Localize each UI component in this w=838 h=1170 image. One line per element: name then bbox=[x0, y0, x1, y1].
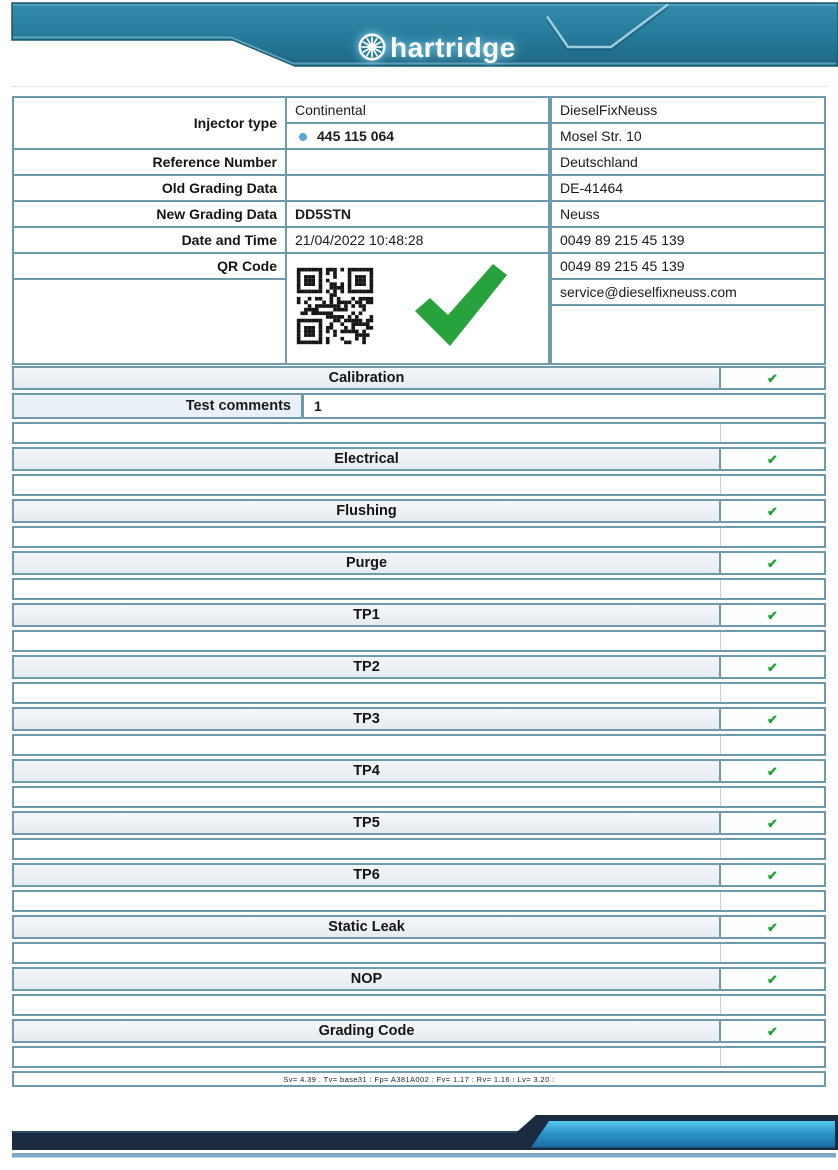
grading-parameters-note: Sv= 4.39 : Tv= base31 : Fp= A381A002 : Fv= 1.17 : Rv= 1.16 : Lv= 3.20 : bbox=[12, 1071, 826, 1087]
footer-banner bbox=[0, 1108, 838, 1170]
test-empty-divider bbox=[720, 528, 824, 546]
test-status-cell bbox=[720, 967, 826, 991]
company-country: Deutschland bbox=[551, 149, 825, 175]
turbine-wheel-icon bbox=[359, 34, 386, 61]
test-label: TP2 bbox=[12, 655, 720, 679]
new-grading-value: DD5STN bbox=[286, 201, 549, 227]
part-number-text: 445 115 064 bbox=[317, 128, 395, 144]
check-icon: ✔ bbox=[767, 555, 778, 571]
test-status-cell bbox=[720, 863, 826, 887]
reference-number-label: Reference Number bbox=[13, 149, 286, 175]
test-status-cell bbox=[720, 811, 826, 835]
test-row-static-leak bbox=[12, 915, 826, 939]
check-icon: ✔ bbox=[767, 711, 778, 727]
test-status-cell bbox=[720, 915, 826, 939]
test-row-grading-code bbox=[12, 1019, 826, 1043]
date-time-label: Date and Time bbox=[13, 227, 286, 253]
test-row-tp5 bbox=[12, 811, 826, 835]
test-comments-row bbox=[12, 393, 826, 419]
test-empty-row bbox=[12, 994, 826, 1016]
test-empty-divider bbox=[720, 424, 824, 442]
test-empty-row bbox=[12, 474, 826, 496]
test-row-calibration bbox=[12, 366, 826, 390]
company-phone-2: 0049 89 215 45 139 bbox=[551, 253, 825, 279]
test-row-tp4 bbox=[12, 759, 826, 783]
test-label: NOP bbox=[12, 967, 720, 991]
test-label: TP1 bbox=[12, 603, 720, 627]
spacer-cell bbox=[13, 279, 286, 364]
pass-check-icon bbox=[409, 262, 511, 350]
header-banner bbox=[0, 0, 838, 90]
injector-info-table bbox=[12, 96, 550, 365]
check-icon: ✔ bbox=[767, 763, 778, 779]
logo-text: hartridge bbox=[390, 32, 516, 63]
check-icon: ✔ bbox=[767, 971, 778, 987]
injector-type-label: Injector type bbox=[13, 97, 286, 149]
test-row-nop bbox=[12, 967, 826, 991]
company-postal-code: DE-41464 bbox=[551, 175, 825, 201]
test-row-tp6 bbox=[12, 863, 826, 887]
test-status-cell bbox=[720, 499, 826, 523]
test-status-cell bbox=[720, 707, 826, 731]
test-status-cell bbox=[720, 1019, 826, 1043]
test-empty-row bbox=[12, 890, 826, 912]
new-grading-label: New Grading Data bbox=[13, 201, 286, 227]
test-empty-divider bbox=[720, 736, 824, 754]
company-email: service@dieselfixneuss.com bbox=[551, 279, 825, 305]
check-icon: ✔ bbox=[767, 370, 778, 386]
test-status-cell bbox=[720, 655, 826, 679]
test-empty-row bbox=[12, 1046, 826, 1068]
test-empty-divider bbox=[720, 892, 824, 910]
check-icon: ✔ bbox=[767, 1023, 778, 1039]
test-comments-value: 1 bbox=[303, 393, 826, 419]
test-label: Calibration bbox=[12, 366, 720, 390]
test-empty-divider bbox=[720, 840, 824, 858]
old-grading-label: Old Grading Data bbox=[13, 175, 286, 201]
check-icon: ✔ bbox=[767, 867, 778, 883]
header-separator-line bbox=[10, 86, 828, 87]
test-row-electrical bbox=[12, 447, 826, 471]
test-empty-divider bbox=[720, 788, 824, 806]
company-city: Neuss bbox=[551, 201, 825, 227]
test-row-tp1 bbox=[12, 603, 826, 627]
test-empty-divider bbox=[720, 1048, 824, 1066]
test-results bbox=[12, 366, 826, 1087]
test-empty-row bbox=[12, 682, 826, 704]
test-label: TP3 bbox=[12, 707, 720, 731]
test-empty-row bbox=[12, 526, 826, 548]
reference-number-value bbox=[286, 149, 549, 175]
test-label: Purge bbox=[12, 551, 720, 575]
test-status-cell bbox=[720, 551, 826, 575]
test-empty-divider bbox=[720, 632, 824, 650]
test-row-flushing bbox=[12, 499, 826, 523]
check-icon: ✔ bbox=[767, 607, 778, 623]
test-label: Static Leak bbox=[12, 915, 720, 939]
qr-code-label: QR Code bbox=[13, 253, 286, 279]
test-empty-row bbox=[12, 630, 826, 652]
company-street: Mosel Str. 10 bbox=[551, 123, 825, 149]
check-icon: ✔ bbox=[767, 659, 778, 675]
test-row-purge bbox=[12, 551, 826, 575]
check-icon: ✔ bbox=[767, 503, 778, 519]
test-label: TP4 bbox=[12, 759, 720, 783]
test-row-tp3 bbox=[12, 707, 826, 731]
test-label: Flushing bbox=[12, 499, 720, 523]
company-name: DieselFixNeuss bbox=[551, 97, 825, 123]
test-empty-row bbox=[12, 578, 826, 600]
check-icon: ✔ bbox=[767, 919, 778, 935]
test-status-cell bbox=[720, 759, 826, 783]
check-icon: ✔ bbox=[767, 815, 778, 831]
test-empty-row bbox=[12, 734, 826, 756]
test-empty-divider bbox=[720, 684, 824, 702]
test-status-cell bbox=[720, 447, 826, 471]
company-info-table bbox=[550, 96, 826, 365]
qr-code bbox=[295, 266, 375, 346]
part-number-value bbox=[286, 123, 549, 149]
test-status-cell bbox=[720, 366, 826, 390]
manufacturer-value: Continental bbox=[286, 97, 549, 123]
qr-code-cell bbox=[286, 253, 549, 364]
test-label: TP6 bbox=[12, 863, 720, 887]
company-phone-1: 0049 89 215 45 139 bbox=[551, 227, 825, 253]
test-empty-divider bbox=[720, 580, 824, 598]
test-empty-row bbox=[12, 942, 826, 964]
test-empty-divider bbox=[720, 944, 824, 962]
test-label: Electrical bbox=[12, 447, 720, 471]
test-comments-label: Test comments bbox=[12, 393, 303, 419]
date-time-value: 21/04/2022 10:48:28 bbox=[286, 227, 549, 253]
test-row-tp2 bbox=[12, 655, 826, 679]
spacer-cell bbox=[551, 305, 825, 364]
test-status-cell bbox=[720, 603, 826, 627]
old-grading-value bbox=[286, 175, 549, 201]
test-empty-divider bbox=[720, 476, 824, 494]
test-label: TP5 bbox=[12, 811, 720, 835]
test-empty-row bbox=[12, 838, 826, 860]
blue-bullet-icon bbox=[299, 133, 307, 141]
test-empty-row bbox=[12, 786, 826, 808]
check-icon: ✔ bbox=[767, 451, 778, 467]
test-empty-divider bbox=[720, 996, 824, 1014]
test-empty-row bbox=[12, 422, 826, 444]
test-label: Grading Code bbox=[12, 1019, 720, 1043]
